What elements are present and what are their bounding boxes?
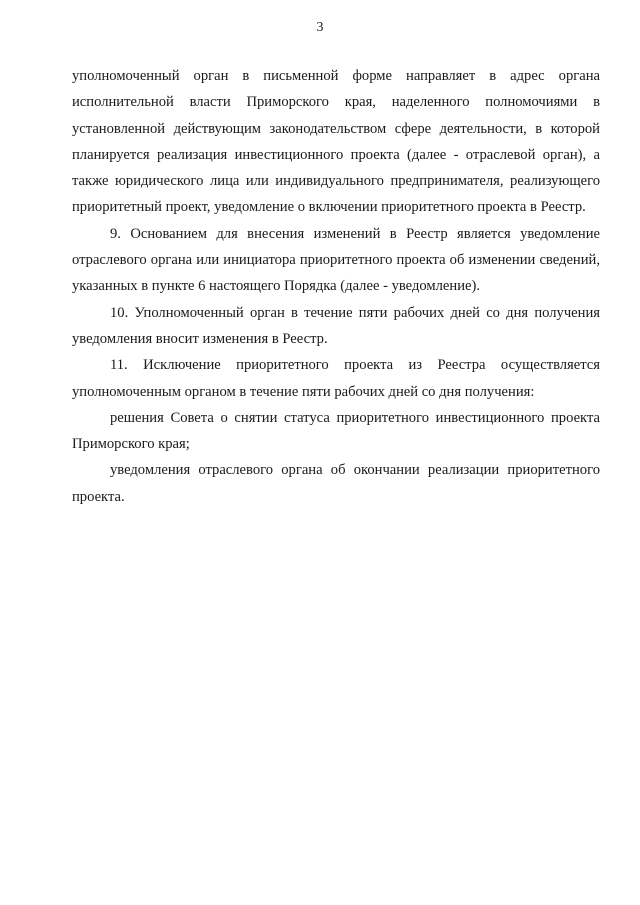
paragraph-item-11-subpoint-2: уведомления отраслевого органа об окончании реализации приоритетного проекта.	[72, 462, 600, 505]
paragraph-item-9: 9. Основанием для внесения изменений в Реестр является уведомление отраслевого органа или инициатора приоритетного проекта об изменении сведений, указанных в пункте 6 настоящего Порядка (далее - уведомление).	[72, 225, 600, 295]
document-body	[72, 63, 600, 510]
paragraph-item-11-subpoint-1: решения Совета о снятии статуса приоритетного инвестиционного проекта Приморского края;	[72, 409, 600, 453]
paragraph-item-10: 10. Уполномоченный орган в течение пяти рабочих дней со дня получения уведомления вносит изменения в Реестр.	[72, 304, 600, 347]
page-number: 3	[316, 20, 324, 35]
paragraph-item-11: 11. Исключение приоритетного проекта из Реестра осуществляется уполномоченным органом в течение пяти рабочих дней со дня получения:	[72, 357, 600, 400]
paragraph-continuation: уполномоченный орган в письменной форме направляет в адрес органа исполнительной власти Приморского края, наделенного полномочиями в установленной действующим законодательством сфере деятельности, в которой планируется реализация инвестиционного проекта (далее - отраслевой орган), а также юридического лица или индивидуального предпринимателя, реализующего приоритетный проект, уведомление о включении приоритетного проекта в Реестр.	[72, 68, 600, 216]
